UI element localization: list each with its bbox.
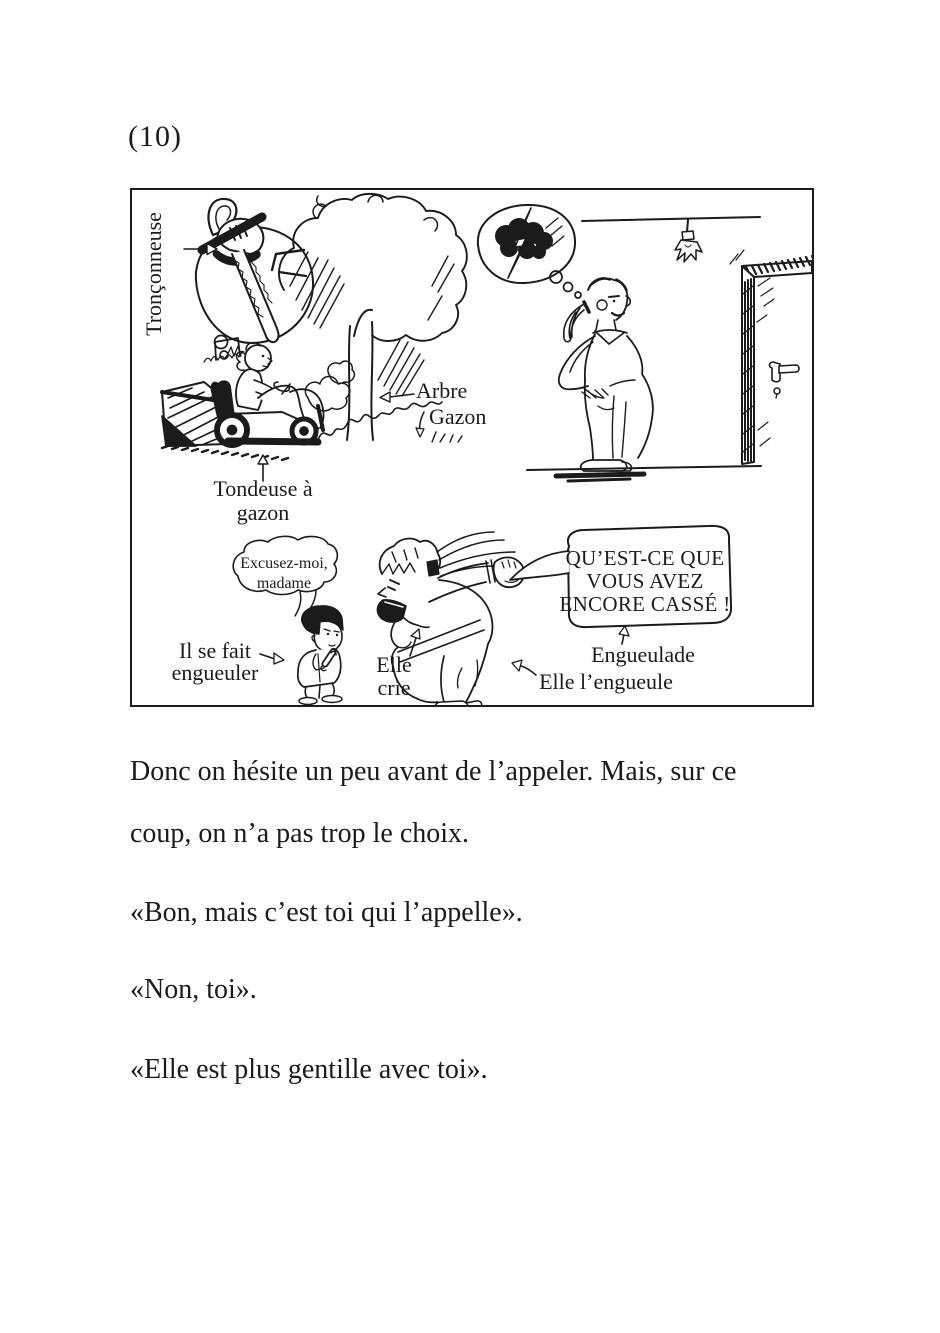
text-line: «Bon, mais c’est toi qui l’appelle».: [130, 897, 523, 928]
label-line: Il se fait: [178, 638, 252, 663]
boy-drawing: [298, 606, 343, 705]
paragraph: [130, 882, 878, 944]
text-line: «Elle est plus gentille avec toi».: [130, 1054, 488, 1085]
paragraph: [130, 1039, 878, 1101]
label-line: Elle: [376, 652, 412, 677]
door-drawing: [730, 250, 812, 464]
text-line: «Non, toi».: [130, 974, 257, 1005]
page-number: (10): [128, 120, 182, 153]
label-il-se-fait-engueuler: [172, 640, 259, 684]
speech-line: QU’EST-CE QUE: [565, 546, 725, 570]
label-elle-crie: [376, 653, 411, 699]
label-elle-lengueule: Elle l’engueule: [539, 669, 673, 694]
speech-line: Excusez-moi,: [240, 555, 328, 572]
label-gazon: Gazon: [429, 404, 487, 429]
label-tronconneuse: Tronçonneuse: [141, 212, 166, 336]
label-line: crie: [377, 675, 411, 700]
lawn-mower-drawing: [162, 343, 324, 460]
storm-thought-bubble: [478, 205, 581, 298]
text-line: coup, on n’a pas trop le choix.: [130, 818, 470, 849]
paragraph: [130, 741, 878, 865]
paragraph: [130, 959, 878, 1021]
woman-speech-text: [559, 547, 730, 616]
chainsaw-drawing: [202, 199, 306, 362]
cartoon-illustration: [132, 190, 812, 705]
text-line: Donc on hésite un peu avant de l’appeler. Mais, sur ce: [130, 756, 737, 787]
speech-line: VOUS AVEZ: [586, 569, 704, 593]
label-line: engueuler: [171, 660, 259, 685]
label-engueulade: Engueulade: [591, 642, 695, 667]
broken-bulb-drawing: [582, 217, 760, 262]
label-line: gazon: [236, 500, 290, 525]
label-arbre: Arbre: [416, 378, 468, 403]
floor-line: [527, 466, 761, 470]
standing-woman-drawing: [556, 278, 653, 481]
speech-line: madame: [256, 574, 312, 592]
boy-speech-text: [240, 554, 328, 593]
label-tondeuse-a-gazon: [213, 477, 312, 525]
label-line: Tondeuse à: [213, 476, 313, 501]
comic-figure: [130, 188, 814, 707]
speech-line: ENCORE CASSÉ !: [559, 592, 731, 616]
